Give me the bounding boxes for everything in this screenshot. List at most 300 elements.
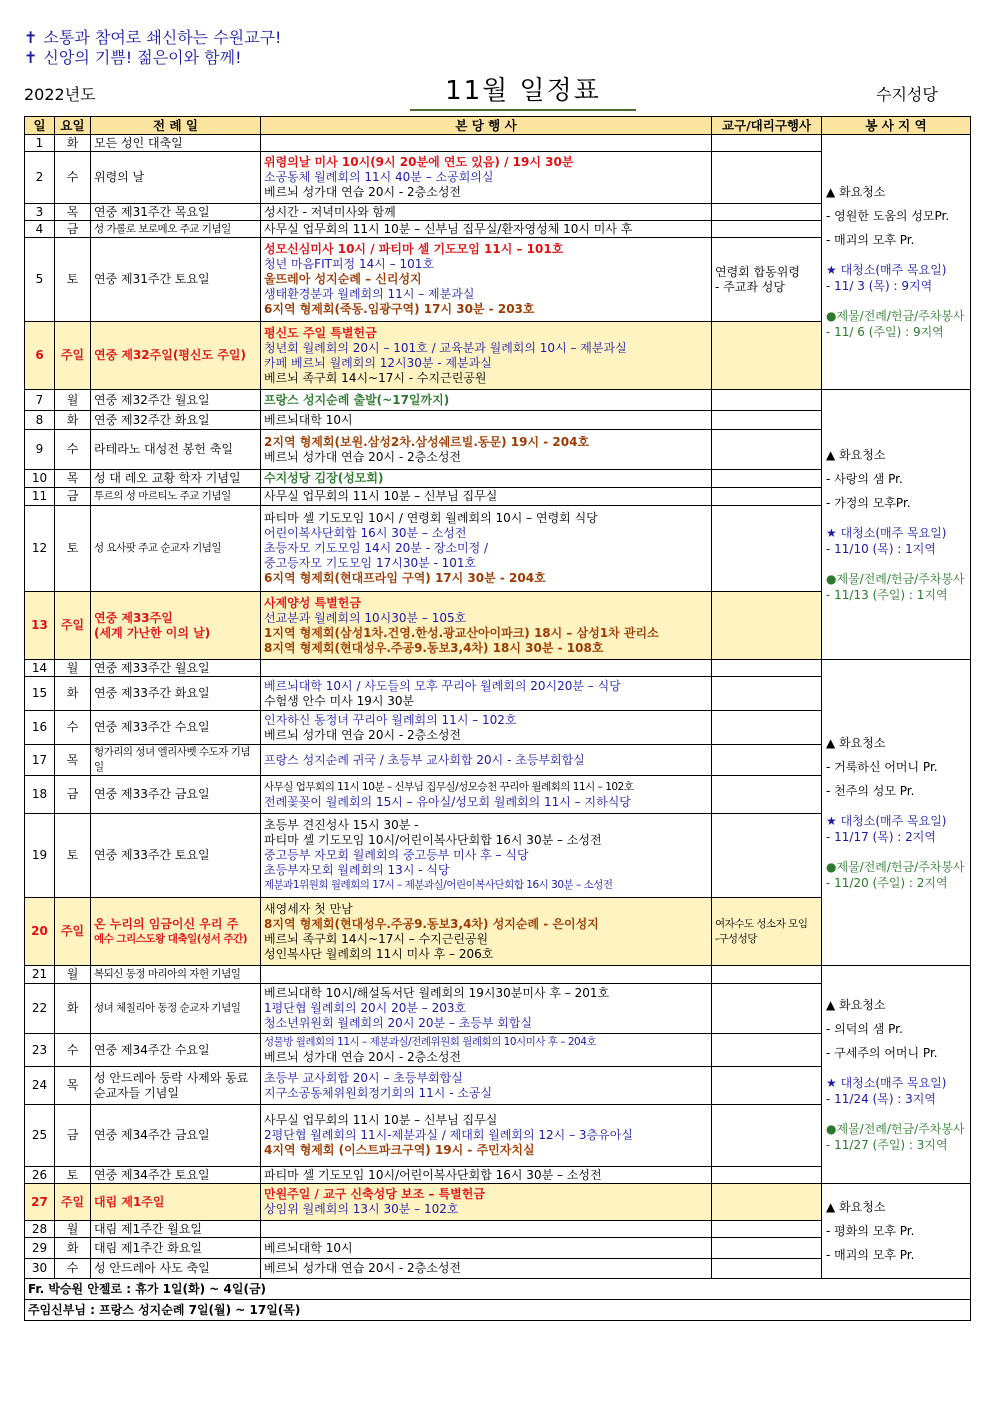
service-line: - 매괴의 모후 Pr. [826,233,915,247]
diocese-events [712,984,822,1034]
liturgy-line: 성 안드레아 사도 축일 [94,1261,210,1275]
weekday: 수 [55,711,91,745]
parish-events [261,745,712,776]
day-number: 3 [25,204,55,221]
event-line: 사제양성 특별헌금 [264,595,361,610]
liturgy-line: 연중 제34주간 토요일 [94,1167,210,1182]
diocese-events [712,660,822,677]
service-line: - 11/17 (목) : 2지역 [826,829,936,844]
liturgy-line: 성 요사팟 주교 순교자 기념일 [94,542,222,554]
service-area [822,390,971,660]
event-line: 프랑스 성지순례 출발(~17일까지) [264,392,450,407]
liturgy-line: 투르의 성 마르티노 주교 기념일 [94,490,231,502]
event-line: 사무실 업무회의 11시 10분 – 신부님 집무실 [264,1113,498,1127]
event-line: 1지역 형제회(삼성1차.건영.한성.광교산아이파크) 18시 – 삼성1차 관리소 [264,625,659,640]
parish-events [261,221,712,238]
liturgy-day [91,470,261,488]
parish-events [261,430,712,470]
liturgy-day [91,966,261,984]
diocese-events [712,1184,822,1221]
event-line: 성모신심미사 10시 / 파티마 셀 기도모임 11시 – 101호 [264,242,564,256]
day-number: 25 [25,1105,55,1167]
diocese-events [712,898,822,966]
diocese-events [712,1238,822,1259]
liturgy-line: 연중 제31주간 목요일 [94,204,210,219]
diocese-events [712,677,822,711]
service-line: - 11/ 6 (주일) : 9지역 [826,325,944,339]
weekday: 금 [55,776,91,814]
liturgy-day [91,1259,261,1279]
diocese-events [712,322,822,390]
event-line: 제분과1위원회 월례회의 17시 – 제분과실/어린이복사단회합 16시 30분 – 소성전 [264,879,613,891]
weekday: 화 [55,984,91,1034]
day-number: 28 [25,1221,55,1238]
liturgy-day [91,411,261,430]
service-line: - 평화의 모후 Pr. [826,1224,915,1238]
day-number: 1 [25,135,55,152]
event-line: 파티마 셀 기도모임 10시/어린이복사단회합 16시 30분 – 소성전 [264,833,602,847]
event-line: 2지역 형제회(보원.삼성2차.삼성쉐르빌.동문) 19시 - 204호 [264,434,590,449]
event-line: 베르뇌 성가대 연습 20시 - 2층소성전 [264,449,462,464]
service-line: ●제물/전례/헌금/주차봉사 [826,1121,965,1136]
service-line: ★ 대청소(매주 목요일) [826,525,947,540]
event-line: 사무실 업무회의 11시 10분 – 신부님 집무실/성모승천 꾸리아 월례회의 11시 – 102호 [264,780,634,793]
event-line: 상임위 월례회의 13시 30분 – 102호 [264,1202,459,1216]
diocese-events [712,488,822,506]
liturgy-line: 연중 제33주간 월요일 [94,660,210,675]
liturgy-line: 연중 제32주간 화요일 [94,412,210,427]
liturgy-day [91,135,261,152]
parish-name: 수지성당 [876,85,938,104]
weekday: 화 [55,677,91,711]
event-line: 6지역 형제회(죽동.임광구역) 17시 30분 - 203호 [264,302,535,316]
col-header-day: 일 [25,117,55,135]
weekday: 수 [55,1259,91,1279]
liturgy-day [91,711,261,745]
liturgy-day [91,204,261,221]
service-line: ●제물/전례/헌금/주차봉사 [826,571,965,586]
weekday: 월 [55,660,91,677]
table-row [25,135,971,152]
event-line: 프랑스 성지순례 귀국 / 초등부 교사회합 20시 - 초등부회합실 [264,752,585,767]
event-line: 수지성당 김장(성모회) [264,471,384,485]
liturgy-line: 연중 제33주간 토요일 [94,848,210,862]
service-line: - 천주의 성모 Pr. [826,783,915,798]
event-line: 베르뇌 성가대 연습 20시 - 2층소성전 [264,1050,462,1064]
service-area [822,966,971,1184]
day-number: 13 [25,592,55,660]
diocese-events [712,470,822,488]
liturgy-day [91,1105,261,1167]
liturgy-day [91,506,261,592]
day-number: 30 [25,1259,55,1279]
day-number: 27 [25,1184,55,1221]
weekday: 금 [55,1105,91,1167]
parish-events [261,204,712,221]
parish-events [261,1167,712,1184]
weekday: 월 [55,390,91,411]
liturgy-line: 대림 제1주간 화요일 [94,1240,203,1255]
weekday: 금 [55,488,91,506]
service-line: ●제물/전례/헌금/주차봉사 [826,309,965,323]
event-line: 초등부 견진성사 15시 30분 - [264,818,419,832]
event-line: 베르뇌대학 10시/해설독서단 월례회의 19시30분미사 후 – 201호 [264,986,610,1000]
diocese-events [712,966,822,984]
service-line: - 매괴의 모후 Pr. [826,1248,915,1262]
liturgy-line: 연중 제33주간 금요일 [94,787,210,801]
cross-icon: ✝ [24,48,38,67]
parish-events [261,776,712,814]
weekday: 토 [55,506,91,592]
service-line: ★ 대청소(매주 목요일) [826,1075,947,1090]
liturgy-day [91,390,261,411]
day-number: 4 [25,221,55,238]
service-line: ▲ 화요청소 [826,185,886,199]
day-number: 29 [25,1238,55,1259]
parish-events [261,488,712,506]
liturgy-line: 대림 제1주일 [94,1194,165,1209]
liturgy-day [91,1184,261,1221]
year-label: 2022년도 [24,85,96,104]
parish-events [261,1184,712,1221]
service-line: - 11/ 3 (목) : 9지역 [826,279,933,293]
liturgy-line: 연중 제33주간 화요일 [94,686,210,700]
liturgy-day [91,1067,261,1105]
event-line: 선교분과 월례회의 10시30분 – 105호 [264,610,467,625]
weekday: 토 [55,238,91,322]
diocese-events [712,238,822,322]
service-line: - 의덕의 샘 Pr. [826,1021,903,1036]
table-row [25,390,971,411]
weekday: 주일 [55,898,91,966]
service-line: - 11/27 (주일) : 3지역 [826,1137,948,1152]
weekday: 목 [55,1067,91,1105]
diocese-events [712,1259,822,1279]
day-number: 26 [25,1167,55,1184]
event-line: 성물방 월례회의 11시 – 제분과실/전례위원회 월례회의 10시미사 후 – 204호 [264,1036,597,1048]
event-line: 베르뇌 성가대 연습 20시 - 2층소성전 [264,1261,462,1275]
liturgy-line: 온 누리의 임금이신 우리 주 [94,916,239,931]
liturgy-day [91,814,261,898]
service-line: ▲ 화요청소 [826,735,886,750]
parish-events [261,152,712,204]
event-line: 1평단협 월례회의 20시 20분 – 203호 [264,1001,467,1015]
weekday: 화 [55,135,91,152]
liturgy-line: 연중 제33주간 수요일 [94,720,210,734]
event-line: 평신도 주일 특별헌금 [264,325,377,340]
weekday: 주일 [55,1184,91,1221]
parish-events [261,1259,712,1279]
service-line: ▲ 화요청소 [826,997,886,1012]
day-number: 16 [25,711,55,745]
service-line: - 사랑의 샘 Pr. [826,471,903,486]
weekday: 수 [55,1034,91,1067]
weekday: 수 [55,152,91,204]
liturgy-line: 헝가리의 성녀 엘리사벳 수도자 기념일 [94,746,250,773]
weekday: 주일 [55,322,91,390]
parish-events [261,135,712,152]
day-number: 12 [25,506,55,592]
liturgy-day [91,488,261,506]
weekday: 목 [55,204,91,221]
event-line: 청년회 월례회의 20시 – 101호 / 교육분과 월례회의 10시 – 제분과실 [264,340,627,355]
footer-note-1: Fr. 박승원 안젤로 : 휴가 1일(화) ~ 4일(금) [25,1279,971,1300]
liturgy-day [91,322,261,390]
day-number: 6 [25,322,55,390]
event-line: 어린이복사단회합 16시 30분 – 소성전 [264,526,467,540]
day-number: 18 [25,776,55,814]
parish-events [261,1067,712,1105]
liturgy-line: 연중 제31주간 토요일 [94,272,210,286]
parish-events [261,506,712,592]
event-line: 베르뇌 성가대 연습 20시 - 2층소성전 [264,727,462,742]
liturgy-line: 성 가롤로 보로메오 주교 기념일 [94,222,231,235]
service-line: - 11/24 (목) : 3지역 [826,1091,936,1106]
liturgy-line: 성 안드레아 둥락 사제와 동료 [94,1070,249,1085]
event-line: 사무실 업무회의 11시 10분 – 신부님 집무실 [264,489,498,503]
day-number: 19 [25,814,55,898]
liturgy-line: 성녀 체칠리아 동정 순교자 기념일 [94,1002,241,1014]
event-line: 8지역 형제회(현대성우.주공9.동보3,4차) 18시 30분 - 108호 [264,640,604,655]
liturgy-day [91,984,261,1034]
diocese-events [712,745,822,776]
diocese-events [712,135,822,152]
liturgy-line: 연중 제33주일 [94,610,173,625]
parish-events [261,1034,712,1067]
event-line: 베르뇌대학 10시 / 사도들의 모후 꾸리아 월례회의 20시20분 – 식당 [264,678,621,693]
liturgy-day [91,238,261,322]
weekday: 월 [55,1221,91,1238]
footer-note-2: 주임신부님 : 프랑스 성지순례 7일(월) ~ 17일(목) [25,1300,971,1321]
event-line: 베르뇌 족구회 14시~17시 - 수지근린공원 [264,370,487,385]
liturgy-day [91,745,261,776]
parish-events [261,411,712,430]
event-line: 청소년위원회 월례회의 20시 20분 – 초등부 회합실 [264,1016,533,1030]
diocese-events [712,1034,822,1067]
service-line: - 11/20 (주일) : 2지역 [826,875,948,890]
event-line: 중고등부 자모회 월례회의 중고등부 미사 후 – 식당 [264,848,529,862]
liturgy-line: 라테라노 대성전 봉헌 축일 [94,442,233,456]
weekday: 금 [55,221,91,238]
service-line: - 구세주의 어머니 Pr. [826,1045,938,1060]
liturgy-day [91,1221,261,1238]
liturgy-day [91,660,261,677]
weekday: 화 [55,1238,91,1259]
liturgy-day [91,1238,261,1259]
event-line: 생태환경분과 월례회의 11시 – 제분과실 [264,287,475,301]
diocese-events [712,430,822,470]
day-number: 15 [25,677,55,711]
parish-events [261,966,712,984]
event-line: 파티마 셀 기도모임 10시/어린이복사단회합 16시 30분 – 소성전 [264,1167,602,1182]
liturgy-day [91,776,261,814]
liturgy-line: 모든 성인 대축일 [94,135,183,150]
event-line: 베르뇌 성가대 연습 20시 - 2층소성전 [264,185,462,199]
motto-line-2: ✝ 신앙의 기쁨! 젊은이와 함께! [24,48,242,67]
diocese-events [712,592,822,660]
day-number: 23 [25,1034,55,1067]
weekday: 토 [55,814,91,898]
event-line: 8지역 형제회(현대성우.주공9.동보3,4차) 성지순례 - 은이성지 [264,916,599,931]
service-line: - 11/10 (목) : 1지역 [826,541,936,556]
event-line: 초등부자모회 월례회의 13시 - 식당 [264,863,450,877]
parish-events [261,470,712,488]
liturgy-line: 연중 제32주간 월요일 [94,392,210,407]
day-number: 17 [25,745,55,776]
diocese-events [712,1221,822,1238]
motto-line-1: ✝ 소통과 참여로 쇄신하는 수원교구! [24,28,282,47]
table-row [25,660,971,677]
col-header-diocese: 교구/대리구행사 [712,117,822,135]
service-line: - 11/13 (주일) : 1지역 [826,587,948,602]
day-number: 20 [25,898,55,966]
event-line: 4지역 형제회 (이스트파크구역) 19시 - 주민자치실 [264,1143,535,1157]
event-line: 파티마 셀 기도모임 10시 / 연령회 월례회의 10시 – 연령회 식당 [264,511,598,525]
parish-events [261,322,712,390]
event-line: 성인복사단 월례회의 11시 미사 후 – 206호 [264,946,494,961]
table-header-row [25,117,971,135]
service-line: ▲ 화요청소 [826,447,886,462]
diocese-events [712,411,822,430]
schedule-table [24,116,971,1321]
liturgy-day [91,1167,261,1184]
event-line: 사무실 업무회의 11시 10분 – 신부님 집무실/환자영성체 10시 미사 후 [264,221,633,236]
diocese-events [712,390,822,411]
service-line: - 가정의 모후Pr. [826,495,911,510]
col-header-service: 봉 사 지 역 [822,117,971,135]
diocese-events [712,711,822,745]
diocese-events [712,221,822,238]
parish-events [261,677,712,711]
event-line: 초등자모 기도모임 14시 20분 - 장소미정 / [264,541,489,555]
service-area [822,135,971,390]
event-line: 청년 마음FIT피정 14시 – 101호 [264,257,434,271]
day-number: 10 [25,470,55,488]
page-title: 11월 일정표 [410,70,636,111]
day-number: 9 [25,430,55,470]
diocese-line: 연령회 합동위령 [715,264,800,279]
service-area [822,1184,971,1279]
diocese-events [712,1105,822,1167]
weekday: 토 [55,1167,91,1184]
event-line: 성시간 - 저녁미사와 함께 [264,204,396,219]
parish-events [261,984,712,1034]
weekday: 월 [55,966,91,984]
event-line: 베르뇌 족구회 14시~17시 – 수지근린공원 [264,931,489,946]
parish-events [261,898,712,966]
service-area [822,660,971,966]
liturgy-line: 복되신 동정 마리아의 자헌 기념일 [94,968,241,980]
diocese-line: -구성성당 [715,932,757,945]
event-line: 만원주일 / 교구 신축성당 보조 – 특별헌금 [264,1187,485,1201]
liturgy-day [91,592,261,660]
col-header-weekday: 요일 [55,117,91,135]
liturgy-day [91,152,261,204]
liturgy-line: 성 대 레오 교황 학자 기념일 [94,471,241,485]
liturgy-line: 대림 제1주간 월요일 [94,1221,203,1236]
day-number: 14 [25,660,55,677]
event-line: 수험생 안수 미사 19시 30분 [264,693,415,708]
day-number: 8 [25,411,55,430]
day-number: 7 [25,390,55,411]
liturgy-line: 예수 그리스도왕 대축일(성서 주간) [94,932,248,945]
event-line: 중고등자모 기도모임 17시30분 - 101호 [264,556,477,570]
liturgy-day [91,677,261,711]
parish-events [261,1238,712,1259]
weekday: 주일 [55,592,91,660]
service-line: ●제물/전례/헌금/주차봉사 [826,859,965,874]
liturgy-line: 연중 제34주간 금요일 [94,1128,210,1142]
event-line: 울뜨레아 성지순례 – 신리성지 [264,272,422,286]
day-number: 2 [25,152,55,204]
day-number: 5 [25,238,55,322]
liturgy-day [91,1034,261,1067]
liturgy-line: 순교자들 기념일 [94,1085,179,1100]
diocese-events [712,204,822,221]
parish-events [261,711,712,745]
parish-events [261,660,712,677]
event-line: 새영세자 첫 만남 [264,901,353,916]
liturgy-line: 위령의 날 [94,170,145,184]
service-line: ★ 대청소(매주 목요일) [826,813,947,828]
service-line: - 영원한 도움의 성모Pr. [826,209,950,223]
event-line: 카페 베르뇌 월례회의 12시30분 - 제분과실 [264,355,492,370]
parish-events [261,1221,712,1238]
liturgy-line: 연중 제34주간 수요일 [94,1042,210,1057]
weekday: 목 [55,470,91,488]
parish-events [261,238,712,322]
event-line: 베르뇌대학 10시 [264,1240,353,1255]
diocese-events [712,1167,822,1184]
liturgy-line: (세계 가난한 이의 날) [94,625,211,640]
table-row [25,966,971,984]
day-number: 21 [25,966,55,984]
liturgy-day [91,430,261,470]
liturgy-day [91,898,261,966]
event-line: 소공동체 월례회의 11시 40분 – 소공회의실 [264,170,494,184]
cross-icon: ✝ [24,28,38,47]
event-line: 지구소공동체위원회정기회의 11시 - 소공실 [264,1085,493,1100]
parish-events [261,592,712,660]
day-number: 22 [25,984,55,1034]
event-line: 6지역 형제회(현대프라임 구역) 17시 30분 - 204호 [264,571,546,585]
day-number: 11 [25,488,55,506]
event-line: 초등부 교사회합 20시 – 초등부회합실 [264,1070,463,1085]
diocese-line: - 주교좌 성당 [715,279,785,294]
parish-events [261,814,712,898]
diocese-events [712,814,822,898]
service-line: ▲ 화요청소 [826,1200,886,1214]
parish-events [261,1105,712,1167]
event-line: 전례꽃꽂이 월례회의 15시 – 유아실/성모회 월례회의 11시 – 지하식당 [264,794,631,809]
col-header-events: 본 당 행 사 [261,117,712,135]
diocese-events [712,776,822,814]
parish-events [261,390,712,411]
weekday: 수 [55,430,91,470]
diocese-events [712,1067,822,1105]
liturgy-line: 연중 제32주일(평신도 주일) [94,348,246,362]
day-number: 24 [25,1067,55,1105]
weekday: 목 [55,745,91,776]
service-line: ★ 대청소(매주 목요일) [826,263,947,277]
weekday: 화 [55,411,91,430]
service-line: - 거룩하신 어머니 Pr. [826,759,938,774]
event-line: 인자하신 동정녀 꾸리아 월례회의 11시 – 102호 [264,712,517,727]
liturgy-day [91,221,261,238]
diocese-events [712,152,822,204]
event-line: 위령의날 미사 10시(9시 20분에 연도 있음) / 19시 30분 [264,155,574,169]
diocese-line: 여자수도 성소자 모임 [715,917,808,930]
